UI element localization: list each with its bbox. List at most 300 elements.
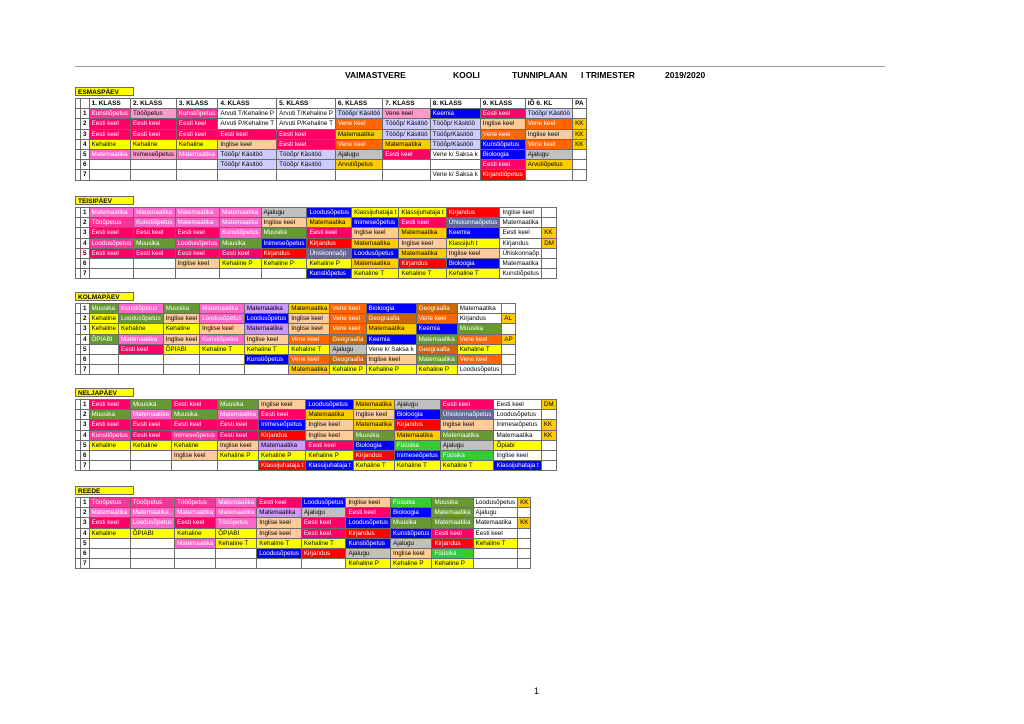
lesson-cell: Inimeseõpetus xyxy=(494,420,541,430)
lesson-cell: Kunstiõpetus xyxy=(89,430,130,440)
lesson-row xyxy=(76,518,531,528)
lesson-cell: Tööõpetus xyxy=(89,218,134,228)
lesson-cell: Inglise keel xyxy=(391,548,432,558)
lesson-cell: Füüsika xyxy=(440,450,494,460)
lesson-cell: Inglise keel xyxy=(163,334,200,344)
lesson-cell: Füüsika xyxy=(394,440,440,450)
empty-cell xyxy=(130,170,176,180)
lesson-cell: Inglise keel xyxy=(175,258,220,268)
lesson-cell: Inimeseõpetus xyxy=(261,238,307,248)
lesson-cell: Kehaline P xyxy=(220,258,261,268)
lesson-cell: Inimeseõpetus xyxy=(352,218,399,228)
lesson-cell: Matemaatika xyxy=(416,354,457,364)
blank-cell xyxy=(81,99,90,109)
lesson-row xyxy=(76,119,587,129)
empty-cell xyxy=(541,450,556,460)
lesson-cell: Kirjandus xyxy=(399,258,446,268)
lesson-cell: Ühiskonnaõp xyxy=(307,248,352,258)
day-table-1 xyxy=(75,207,557,279)
lesson-number: 1 xyxy=(81,208,90,218)
column-header: 4. KLASS xyxy=(218,99,277,109)
empty-cell xyxy=(119,365,164,375)
empty-cell xyxy=(200,354,245,364)
lesson-row xyxy=(76,344,516,354)
lesson-cell: Eesti keel xyxy=(172,400,218,410)
lesson-cell: AL xyxy=(502,314,515,324)
lesson-cell: Kirjandus xyxy=(259,430,306,440)
empty-cell xyxy=(430,160,480,170)
lesson-cell: Eesti keel xyxy=(130,129,176,139)
lesson-cell: Inglise keel xyxy=(352,228,399,238)
day-table-2 xyxy=(75,303,516,375)
lesson-cell: Matemaatika xyxy=(306,410,353,420)
empty-cell xyxy=(502,324,515,334)
column-header: 2. KLASS xyxy=(130,99,176,109)
title-tunniplaan: TUNNIPLAAN xyxy=(512,70,568,80)
lesson-cell: Muusika xyxy=(353,430,394,440)
title-rule xyxy=(75,66,885,67)
lesson-number: 2 xyxy=(81,218,90,228)
lesson-cell: Keemia xyxy=(366,334,416,344)
empty-cell xyxy=(163,365,200,375)
lesson-cell: Muusika xyxy=(89,410,130,420)
lesson-cell: Inglise keel xyxy=(306,430,353,440)
lesson-cell: Vene k/ Saksa k xyxy=(430,170,480,180)
column-header: 7. KLASS xyxy=(383,99,430,109)
lesson-cell: Eesti keel xyxy=(277,129,336,139)
lesson-cell: Eesti keel xyxy=(218,129,277,139)
lesson-cell: Kunstiõpetus xyxy=(89,109,130,119)
lesson-row xyxy=(76,149,587,159)
lesson-cell: Inglise keel xyxy=(163,314,200,324)
empty-cell xyxy=(502,304,515,314)
lesson-cell: Kehaline T xyxy=(457,344,502,354)
lesson-cell: Bioloogia xyxy=(391,508,432,518)
page-number: 1 xyxy=(534,686,540,696)
lesson-cell: Kirjandus xyxy=(301,548,346,558)
lesson-number: 3 xyxy=(81,324,90,334)
lesson-number: 1 xyxy=(81,400,90,410)
lesson-cell: Matemaatika xyxy=(366,324,416,334)
lesson-row xyxy=(76,354,516,364)
lesson-number: 6 xyxy=(81,354,90,364)
lesson-row xyxy=(76,248,557,258)
lesson-cell: Muusika xyxy=(134,238,175,248)
empty-cell xyxy=(525,170,572,180)
lesson-cell: Inimeseõpetus xyxy=(394,450,440,460)
lesson-row xyxy=(76,258,557,268)
lesson-cell: Eesti keel xyxy=(175,248,220,258)
lesson-cell: Eesti keel xyxy=(176,129,217,139)
lesson-cell: Kehaline T xyxy=(446,269,500,279)
lesson-cell: Inglise keel xyxy=(261,218,307,228)
lesson-row xyxy=(76,160,587,170)
lesson-cell: Muusika xyxy=(217,400,258,410)
lesson-cell: Kehaline P xyxy=(261,258,307,268)
lesson-number: 6 xyxy=(81,450,90,460)
lesson-cell: Loodusõpetus xyxy=(301,498,346,508)
lesson-cell: Bioloogia xyxy=(353,440,394,450)
lesson-cell: Eesti keel xyxy=(301,518,346,528)
empty-cell xyxy=(175,559,216,569)
lesson-cell: Geograafia xyxy=(366,314,416,324)
lesson-cell: Matemaatika xyxy=(220,218,261,228)
lesson-cell: Arvutiõpetus xyxy=(335,160,382,170)
lesson-row xyxy=(76,420,557,430)
lesson-number: 4 xyxy=(81,238,90,248)
lesson-cell: Geograafia xyxy=(416,344,457,354)
lesson-cell: Vene k/ Saksa k xyxy=(366,344,416,354)
lesson-number: 5 xyxy=(81,440,90,450)
lesson-cell: Vene keel xyxy=(289,334,330,344)
lesson-cell: Kehaline xyxy=(119,324,164,334)
lesson-cell: Arvutiõpetus xyxy=(525,160,572,170)
lesson-cell: Vene keel xyxy=(383,109,430,119)
empty-cell xyxy=(573,160,587,170)
lesson-row xyxy=(76,170,587,180)
column-header: 8. KLASS xyxy=(430,99,480,109)
lesson-cell: Loodusõpetus xyxy=(200,314,245,324)
empty-cell xyxy=(473,548,518,558)
empty-cell xyxy=(502,365,515,375)
lesson-cell: Klassijuh t xyxy=(446,238,500,248)
lesson-number: 4 xyxy=(81,334,90,344)
lesson-cell: Kehaline T xyxy=(200,344,245,354)
lesson-row xyxy=(76,334,516,344)
lesson-cell: Muusika xyxy=(89,304,119,314)
lesson-number: 3 xyxy=(81,518,90,528)
lesson-cell: Klassijuhataja t xyxy=(306,461,353,471)
lesson-cell: Ühiskonnaõpetus xyxy=(446,218,500,228)
lesson-cell: Kehaline xyxy=(89,139,130,149)
lesson-cell: Klassijuhataja t xyxy=(259,461,306,471)
column-header-row xyxy=(76,99,587,109)
day-header-1: TEISIPÄEV xyxy=(75,196,134,205)
lesson-cell: Muusika xyxy=(172,410,218,420)
day-table-3 xyxy=(75,399,557,471)
lesson-cell: Bioloogia xyxy=(366,304,416,314)
lesson-cell: Loodusõpetus xyxy=(257,548,302,558)
lesson-cell: Tööõp/ Käsitöö xyxy=(218,160,277,170)
lesson-row xyxy=(76,218,557,228)
day-header-0: ESMASPÄEV xyxy=(75,87,134,96)
empty-cell xyxy=(89,461,130,471)
lesson-cell: Eesti keel xyxy=(383,149,430,159)
empty-cell xyxy=(541,410,556,420)
lesson-cell: Kehaline xyxy=(89,314,119,324)
lesson-cell: Matemaatika xyxy=(175,508,216,518)
lesson-cell: Inglise keel xyxy=(399,238,446,248)
lesson-cell: Loodusõpetus xyxy=(307,208,352,218)
lesson-cell: Klassijuhataja t xyxy=(352,208,399,218)
lesson-cell: Tööõp/ Käsitöö xyxy=(218,149,277,159)
title-school: VAIMASTVERE xyxy=(345,70,406,80)
empty-cell xyxy=(172,461,218,471)
empty-cell xyxy=(89,365,119,375)
lesson-cell: Loodusõpetus xyxy=(457,365,502,375)
lesson-cell: Loodusõpetus xyxy=(175,238,220,248)
empty-cell xyxy=(502,354,515,364)
lesson-cell: Arvuti P/Kehaline T xyxy=(218,119,277,129)
day-table-4 xyxy=(75,497,531,569)
lesson-cell: Kirjandus xyxy=(353,450,394,460)
lesson-cell: Kehaline P xyxy=(346,559,391,569)
lesson-cell: Inglise keel xyxy=(257,528,302,538)
lesson-number: 1 xyxy=(81,109,90,119)
lesson-cell: Eesti keel xyxy=(176,119,217,129)
empty-cell xyxy=(89,354,119,364)
lesson-cell: Arvuti T/Kehaline P xyxy=(218,109,277,119)
lesson-cell: Matemaatika xyxy=(130,410,171,420)
lesson-cell: ÕPIABI xyxy=(216,528,257,538)
lesson-cell: Inglise keel xyxy=(494,450,541,460)
lesson-cell: Matemaatika xyxy=(494,430,541,440)
lesson-cell: Kehaline T xyxy=(257,538,302,548)
lesson-cell: Inglise keel xyxy=(306,420,353,430)
empty-cell xyxy=(89,559,130,569)
lesson-cell: Inglise keel xyxy=(289,324,330,334)
lesson-cell: Tööõp/ Käsitöö xyxy=(277,149,336,159)
lesson-row xyxy=(76,129,587,139)
lesson-cell: Eesti keel xyxy=(277,139,336,149)
empty-cell xyxy=(518,559,531,569)
lesson-cell: Matemaatika xyxy=(89,208,134,218)
lesson-cell: Kehaline xyxy=(175,528,216,538)
lesson-cell: Kunstiõpetus xyxy=(200,334,245,344)
lesson-cell: Eesti keel xyxy=(399,218,446,228)
lesson-cell: Kehaline P xyxy=(432,559,473,569)
lesson-cell: Kehaline T xyxy=(289,344,330,354)
empty-cell xyxy=(542,248,557,258)
title-year: 2019/2020 xyxy=(665,70,706,80)
lesson-cell: Matemaatika xyxy=(353,400,394,410)
lesson-cell: Eesti keel xyxy=(259,410,306,420)
empty-cell xyxy=(542,269,557,279)
lesson-cell: Matemaatika xyxy=(89,149,130,159)
lesson-cell: Kehaline xyxy=(89,324,119,334)
lesson-number: 5 xyxy=(81,149,90,159)
empty-cell xyxy=(216,548,257,558)
lesson-cell: Matemaatika xyxy=(200,304,245,314)
lesson-cell: Vene keel xyxy=(330,324,366,334)
lesson-cell: Ajalugu xyxy=(301,508,346,518)
lesson-cell: Eesti keel xyxy=(119,344,164,354)
lesson-cell: Inglise keel xyxy=(440,420,494,430)
lesson-number: 4 xyxy=(81,430,90,440)
lesson-cell: Ajalugu xyxy=(525,149,572,159)
empty-cell xyxy=(518,548,531,558)
lesson-number: 7 xyxy=(81,170,90,180)
lesson-cell: Matemaatika xyxy=(399,248,446,258)
lesson-cell: Inimeseõpetus xyxy=(259,420,306,430)
lesson-cell: Kehaline P xyxy=(259,450,306,460)
lesson-cell: Ajalugu xyxy=(394,400,440,410)
lesson-row xyxy=(76,430,557,440)
empty-cell xyxy=(175,269,220,279)
day-table-0 xyxy=(75,98,587,181)
empty-cell xyxy=(518,528,531,538)
empty-cell xyxy=(200,365,245,375)
lesson-cell: Eesti keel xyxy=(175,518,216,528)
lesson-cell: Kunstiõpetus xyxy=(391,528,432,538)
lesson-cell: Vene keel xyxy=(330,314,366,324)
lesson-cell: Matemaatika xyxy=(175,218,220,228)
lesson-cell: Keemia xyxy=(430,109,480,119)
lesson-cell: Eesti keel xyxy=(130,430,171,440)
lesson-cell: Kunstiõpetus xyxy=(244,354,289,364)
lesson-row xyxy=(76,238,557,248)
lesson-number: 4 xyxy=(81,139,90,149)
empty-cell xyxy=(573,109,587,119)
lesson-cell: Kehaline T xyxy=(352,269,399,279)
lesson-cell: Eesti keel xyxy=(217,430,258,440)
empty-cell xyxy=(518,508,531,518)
lesson-number: 1 xyxy=(81,498,90,508)
lesson-cell: Tööõp/ Käsitöö xyxy=(335,109,382,119)
lesson-cell: Tööõp/Käsitöö xyxy=(430,139,480,149)
lesson-cell: Tööõpetus xyxy=(89,498,130,508)
lesson-cell: Tööõp/ Käsitöö xyxy=(277,160,336,170)
lesson-cell: Ajalugu xyxy=(335,149,382,159)
lesson-cell: Kehaline xyxy=(89,528,130,538)
lesson-cell: Matemaatika xyxy=(89,508,130,518)
lesson-cell: Ajalugu xyxy=(473,508,518,518)
lesson-number: 5 xyxy=(81,344,90,354)
lesson-number: 3 xyxy=(81,129,90,139)
column-header: 9. KLASS xyxy=(480,99,525,109)
lesson-number: 7 xyxy=(81,269,90,279)
lesson-cell: Matemaatika xyxy=(416,334,457,344)
lesson-cell: Kehaline T xyxy=(353,461,394,471)
title-trimester: I TRIMESTER xyxy=(581,70,635,80)
lesson-cell: Matemaatika xyxy=(259,440,306,450)
lesson-cell: Kunstiõpetus xyxy=(134,218,175,228)
lesson-number: 6 xyxy=(81,548,90,558)
empty-cell xyxy=(277,170,336,180)
lesson-cell: Tööõp/ Käsitöö xyxy=(383,129,430,139)
empty-cell xyxy=(130,450,171,460)
lesson-cell: Matemaatika xyxy=(440,430,494,440)
lesson-cell: Ühiskonnaõp xyxy=(500,248,542,258)
lesson-cell: Füüsika xyxy=(432,548,473,558)
empty-cell xyxy=(518,538,531,548)
empty-cell xyxy=(89,160,130,170)
lesson-cell: DM xyxy=(541,400,556,410)
lesson-cell: Kirjandiõpetus xyxy=(480,170,525,180)
lesson-cell: Eesti keel xyxy=(89,420,130,430)
empty-cell xyxy=(89,548,130,558)
empty-cell xyxy=(119,354,164,364)
lesson-cell: Kehaline xyxy=(163,324,200,334)
lesson-cell: Matemaatika xyxy=(457,304,502,314)
empty-cell xyxy=(130,160,176,170)
lesson-cell: Eesti keel xyxy=(89,228,134,238)
lesson-row xyxy=(76,450,557,460)
lesson-cell: Loodusõpetus xyxy=(89,238,134,248)
lesson-cell: Kehaline T xyxy=(394,461,440,471)
lesson-cell: Matemaatika xyxy=(220,208,261,218)
lesson-cell: Loodusõpetus xyxy=(346,518,391,528)
lesson-row xyxy=(76,498,531,508)
lesson-number: 7 xyxy=(81,365,90,375)
lesson-cell: Vene keel xyxy=(457,334,502,344)
lesson-cell: Matemaatika xyxy=(399,228,446,238)
lesson-cell: Kehaline T xyxy=(301,538,346,548)
lesson-number: 2 xyxy=(81,119,90,129)
lesson-cell: Kirjandus xyxy=(394,420,440,430)
lesson-row xyxy=(76,400,557,410)
lesson-cell: Matemaatika xyxy=(176,149,217,159)
lesson-cell: Klassijuhataja t xyxy=(399,208,446,218)
lesson-cell: Inglise keel xyxy=(366,354,416,364)
lesson-cell: Tööõpetus xyxy=(175,498,216,508)
lesson-cell: Eesti keel xyxy=(172,420,218,430)
lesson-cell: Eesti keel xyxy=(134,228,175,238)
lesson-cell: Matemaatika xyxy=(119,334,164,344)
lesson-cell: Kehaline P xyxy=(416,365,457,375)
lesson-row xyxy=(76,208,557,218)
lesson-cell: Matemaatika xyxy=(244,304,289,314)
lesson-cell: Matemaatika xyxy=(307,218,352,228)
empty-cell xyxy=(541,461,556,471)
lesson-number: 5 xyxy=(81,248,90,258)
empty-cell xyxy=(261,269,307,279)
lesson-cell: Matemaatika xyxy=(217,410,258,420)
lesson-cell: Inimeseõpetus xyxy=(172,430,218,440)
lesson-cell: Matemaatika xyxy=(289,365,330,375)
lesson-cell: Vene keel xyxy=(525,139,572,149)
lesson-cell: AP xyxy=(502,334,515,344)
lesson-cell: Inimeseõpetus xyxy=(130,149,176,159)
lesson-cell: Kirjandus xyxy=(446,208,500,218)
lesson-row xyxy=(76,410,557,420)
lesson-cell: Matemaatika xyxy=(500,218,542,228)
lesson-cell: Matemaatika xyxy=(289,304,330,314)
lesson-cell: Eesti keel xyxy=(257,498,302,508)
lesson-cell: Loodusõpetus xyxy=(306,400,353,410)
lesson-cell: Keemia xyxy=(446,228,500,238)
lesson-cell: Inglise keel xyxy=(500,208,542,218)
lesson-cell: Kehaline T xyxy=(216,538,257,548)
lesson-cell: Vene keel xyxy=(416,314,457,324)
empty-cell xyxy=(218,170,277,180)
lesson-cell: ÕPIABI xyxy=(163,344,200,354)
empty-cell xyxy=(335,170,382,180)
empty-cell xyxy=(89,538,130,548)
lesson-number: 2 xyxy=(81,314,90,324)
empty-cell xyxy=(542,218,557,228)
lesson-cell: Eesti keel xyxy=(440,400,494,410)
lesson-cell: Kirjandus xyxy=(457,314,502,324)
lesson-cell: Geograafia xyxy=(330,354,366,364)
lesson-cell: Tööõp/ Käsitöö xyxy=(525,109,572,119)
lesson-row xyxy=(76,228,557,238)
lesson-cell: Eesti keel xyxy=(307,228,352,238)
empty-cell xyxy=(89,258,134,268)
lesson-cell: Eesti keel xyxy=(89,248,134,258)
lesson-cell: Kunstiõpetus xyxy=(346,538,391,548)
lesson-cell: Eesti keel xyxy=(473,528,518,538)
lesson-cell: Eesti keel xyxy=(130,420,171,430)
empty-cell xyxy=(89,170,130,180)
empty-cell xyxy=(130,548,175,558)
lesson-cell: Eesti keel xyxy=(134,248,175,258)
lesson-cell: Eesti keel xyxy=(217,420,258,430)
empty-cell xyxy=(89,344,119,354)
lesson-row xyxy=(76,109,587,119)
lesson-cell: Muusika xyxy=(220,238,261,248)
lesson-cell: Inglise keel xyxy=(525,129,572,139)
